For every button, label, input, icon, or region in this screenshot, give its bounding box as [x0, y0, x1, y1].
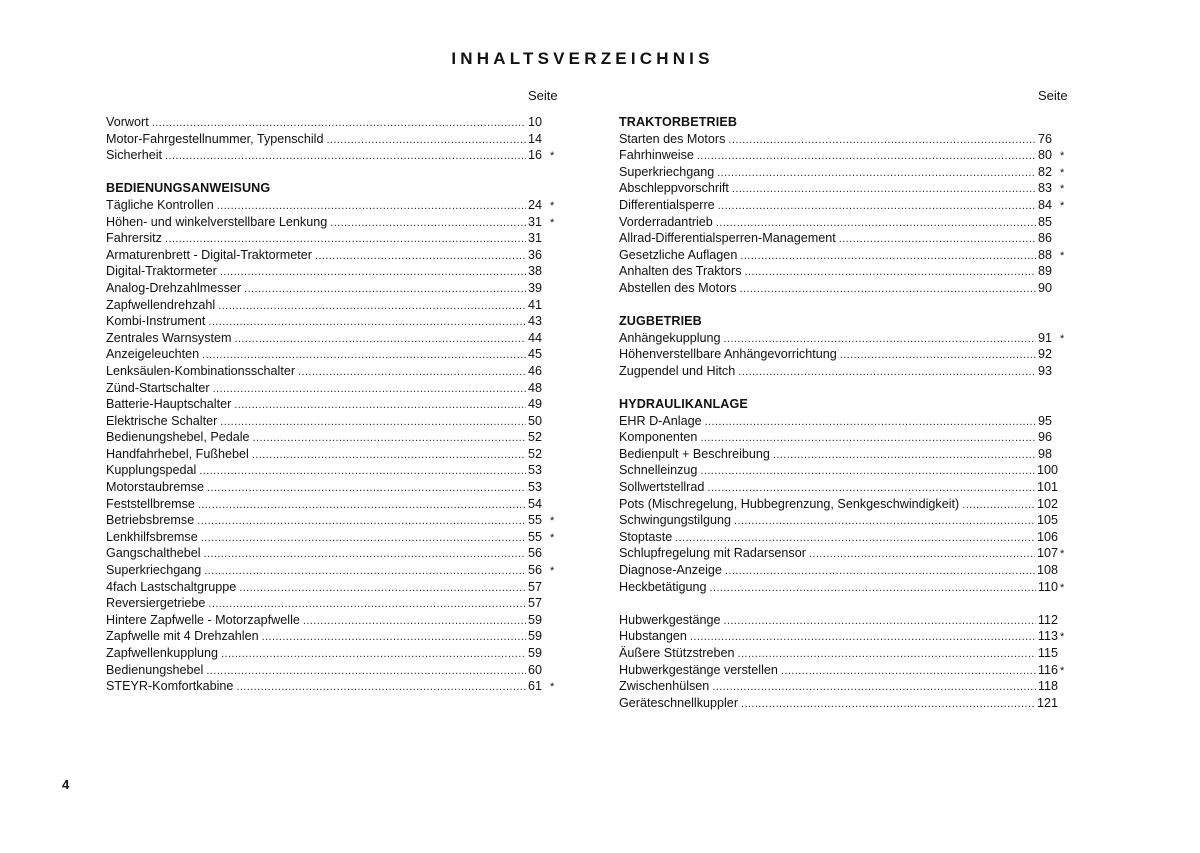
toc-right-groups — [619, 114, 1074, 711]
toc-entry-page: 56 — [528, 546, 543, 561]
toc-entry-page: 84 — [1038, 197, 1053, 212]
toc-entry-label: Zwischenhülsen — [619, 679, 710, 694]
toc-entry-page: 110 — [1037, 579, 1058, 594]
toc-entry-page: 31 — [528, 214, 543, 229]
toc-entry-label: Höhenverstellbare Anhängevorrichtung — [619, 347, 837, 362]
toc-entry-label: Fahrersitz — [106, 231, 162, 246]
toc-entry — [619, 197, 1074, 214]
toc-entry-page: 102 — [1036, 496, 1058, 511]
revision-mark: * — [550, 565, 555, 578]
toc-entry — [619, 230, 1074, 247]
toc-entry-page: 57 — [528, 596, 543, 611]
toc-entry-label: Anhalten des Traktors — [619, 264, 742, 279]
toc-entry — [106, 413, 564, 430]
toc-entry-page: 101 — [1036, 480, 1058, 495]
toc-entry — [106, 479, 564, 496]
dot-leader — [740, 248, 1036, 265]
dot-leader — [839, 231, 1036, 248]
toc-entry — [106, 263, 564, 280]
toc-entry-page: 106 — [1036, 529, 1058, 544]
toc-entry — [106, 197, 564, 214]
toc-entry-label: Zentrales Warnsystem — [106, 330, 232, 345]
toc-entry-page: 118 — [1037, 679, 1058, 694]
toc-entry-label: Elektrische Schalter — [106, 413, 218, 428]
toc-entry-page: 46 — [528, 363, 543, 378]
toc-right-column — [619, 88, 1074, 711]
dot-leader — [745, 264, 1036, 281]
toc-entry-page: 56 — [528, 563, 543, 578]
toc-entry-label: Batterie-Hauptschalter — [106, 397, 232, 412]
toc-entry-page: 115 — [1037, 646, 1058, 660]
toc-entry-page: 105 — [1036, 513, 1058, 528]
dot-leader — [675, 530, 1035, 547]
toc-entry-label: Betriebsbremse — [106, 513, 195, 528]
dot-leader — [697, 148, 1036, 165]
toc-entry-page: 57 — [528, 579, 543, 594]
toc-entry-page: 86 — [1038, 231, 1053, 246]
toc-entry-label: Komponenten — [619, 430, 698, 445]
toc-entry — [619, 479, 1074, 496]
toc-entry — [619, 512, 1074, 529]
dot-leader — [773, 447, 1036, 464]
toc-entry — [106, 529, 564, 546]
dot-leader — [234, 397, 526, 414]
toc-entry-page: 61 — [528, 679, 543, 694]
toc-section — [619, 612, 1074, 712]
dot-leader — [734, 513, 1035, 530]
toc-entry-label: Superkriechgang — [619, 164, 715, 179]
dot-leader — [262, 629, 526, 646]
dot-leader — [724, 331, 1036, 348]
revision-mark: * — [550, 681, 555, 694]
toc-entry-page: 76 — [1038, 131, 1053, 146]
toc-entry-page: 10 — [528, 115, 543, 129]
revision-mark: * — [1060, 166, 1065, 179]
toc-entry-page: 52 — [528, 430, 543, 445]
dot-leader — [781, 663, 1036, 680]
dot-leader — [220, 264, 526, 281]
toc-entry — [106, 280, 564, 297]
revision-mark: * — [550, 150, 555, 163]
toc-entry-label: Reversiergetriebe — [106, 596, 206, 611]
toc-entry-label: Tägliche Kontrollen — [106, 197, 214, 212]
toc-entry-page: 50 — [528, 413, 543, 428]
toc-entry-label: Starten des Motors — [619, 131, 726, 146]
toc-entry — [106, 496, 564, 513]
toc-entry-page: 55 — [528, 513, 543, 528]
toc-section — [619, 396, 1074, 595]
toc-entry — [619, 147, 1074, 164]
toc-entry-page: 108 — [1036, 563, 1058, 578]
revision-mark: * — [1060, 631, 1065, 644]
toc-entry-label: Feststellbremse — [106, 496, 195, 511]
dot-leader — [741, 696, 1035, 713]
dot-leader — [217, 198, 526, 215]
toc-entry-label: Hubwerkgestänge verstellen — [619, 662, 778, 677]
section-heading: TRAKTORBETRIEB — [619, 115, 738, 129]
page-column-header-label: Seite — [528, 88, 558, 103]
revision-mark: * — [550, 531, 555, 544]
dot-leader — [717, 165, 1036, 182]
toc-entry — [619, 247, 1074, 264]
toc-entry-page: 43 — [528, 314, 543, 329]
toc-entry — [106, 612, 564, 629]
toc-entry-label: Zünd-Startschalter — [106, 380, 210, 395]
toc-entry — [619, 164, 1074, 181]
toc-entry-page: 90 — [1038, 280, 1053, 295]
dot-leader — [718, 198, 1036, 215]
toc-entry-page: 95 — [1038, 413, 1053, 428]
toc-entry-label: Schnelleinzug — [619, 463, 698, 478]
toc-entry — [106, 396, 564, 413]
dot-leader — [303, 613, 526, 630]
toc-entry — [619, 678, 1074, 695]
toc-entry-label: Bedienpult + Beschreibung — [619, 446, 770, 461]
toc-entry-label: Schlupfregelung mit Radarsensor — [619, 546, 806, 561]
toc-entry-label: Diagnose-Anzeige — [619, 563, 722, 578]
toc-entry-label: Analog-Drehzahlmesser — [106, 280, 242, 295]
toc-entry-page: 107 — [1036, 546, 1058, 561]
dot-leader — [700, 430, 1036, 447]
toc-entry — [106, 230, 564, 247]
toc-entry — [619, 529, 1074, 546]
toc-entry — [106, 297, 564, 314]
dot-leader — [298, 364, 526, 381]
toc-entry-label: Hintere Zapfwelle - Motorzapfwelle — [106, 612, 300, 627]
toc-entry-page: 53 — [528, 463, 543, 478]
toc-entry — [619, 645, 1074, 662]
toc-entry-label: Stoptaste — [619, 529, 673, 544]
dot-leader — [330, 215, 526, 232]
toc-entry-page: 91 — [1038, 330, 1053, 345]
toc-entry-page: 59 — [528, 612, 543, 627]
toc-entry-page: 112 — [1037, 612, 1058, 627]
page-column-header — [106, 88, 564, 114]
toc-entry — [619, 462, 1074, 479]
toc-entry — [619, 263, 1074, 280]
toc-entry-label: STEYR-Komfortkabine — [106, 679, 234, 694]
toc-entry-page: 36 — [528, 247, 543, 262]
revision-mark: * — [1060, 183, 1065, 196]
toc-entry — [106, 131, 564, 148]
dot-leader — [712, 679, 1036, 696]
section-heading: ZUGBETRIEB — [619, 314, 702, 329]
dot-leader — [202, 347, 526, 364]
toc-entry-label: Abstellen des Motors — [619, 280, 737, 295]
dot-leader — [840, 347, 1036, 364]
dot-leader — [740, 281, 1036, 298]
toc-entry — [619, 695, 1074, 712]
toc-entry-page: 59 — [528, 629, 543, 644]
dot-leader — [710, 580, 1036, 597]
dot-leader — [204, 546, 526, 563]
toc-entry-page: 55 — [528, 529, 543, 544]
toc-entry — [619, 131, 1074, 148]
toc-entry — [106, 645, 564, 662]
dot-leader — [235, 331, 526, 348]
toc-entry — [106, 114, 564, 131]
revision-mark: * — [1060, 548, 1065, 561]
dot-leader — [707, 480, 1035, 497]
dot-leader — [738, 646, 1036, 663]
revision-mark: * — [1060, 332, 1065, 345]
toc-entry — [619, 662, 1074, 679]
dot-leader — [207, 480, 526, 497]
toc-entry-page: 38 — [528, 264, 543, 279]
toc-entry — [619, 628, 1074, 645]
toc-entry-page: 83 — [1038, 181, 1053, 196]
toc-section — [619, 313, 1074, 379]
toc-entry-label: Äußere Stützstreben — [619, 646, 735, 660]
toc-entry-page: 45 — [528, 347, 543, 362]
toc-entry-page: 24 — [528, 197, 543, 212]
dot-leader — [221, 646, 526, 663]
toc-entry-page: 85 — [1038, 214, 1053, 229]
dot-leader — [705, 414, 1036, 431]
toc-entry-page: 44 — [528, 330, 543, 345]
toc-entry-page: 53 — [528, 480, 543, 495]
dot-leader — [690, 629, 1036, 646]
toc-entry-label: Differentialsperre — [619, 197, 715, 212]
toc-entry — [106, 462, 564, 479]
toc-entry-page: 113 — [1037, 629, 1058, 644]
toc-entry — [619, 214, 1074, 231]
toc-entry — [619, 579, 1074, 596]
section-heading: HYDRAULIKANLAGE — [619, 397, 748, 412]
dot-leader — [809, 546, 1035, 563]
toc-entry-page: 59 — [528, 646, 543, 660]
toc-section — [106, 114, 564, 164]
toc-entry — [106, 662, 564, 679]
dot-leader — [213, 381, 526, 398]
toc-entry — [619, 363, 1074, 380]
revision-mark: * — [1060, 249, 1065, 262]
dot-leader — [326, 132, 526, 149]
toc-entry-page: 92 — [1038, 347, 1053, 362]
dot-leader — [197, 513, 526, 530]
toc-entry-page: 49 — [528, 397, 543, 412]
section-heading: BEDIENUNGSANWEISUNG — [106, 181, 271, 196]
toc-entry-label: Handfahrhebel, Fußhebel — [106, 446, 249, 461]
toc-entry-label: Schwingungstilgung — [619, 513, 732, 528]
revision-mark: * — [550, 216, 555, 229]
page-number: 4 — [62, 777, 70, 792]
dot-leader — [206, 663, 526, 680]
dot-leader — [165, 231, 526, 248]
toc-entry — [106, 313, 564, 330]
toc-entry-page: 116 — [1037, 662, 1058, 677]
toc-entry-label: Lenkhilfsbremse — [106, 529, 198, 544]
toc-entry-label: Heckbetätigung — [619, 579, 707, 594]
dot-leader — [724, 613, 1036, 630]
dot-leader — [204, 563, 526, 580]
toc-entry-label: Zapfwelle mit 4 Drehzahlen — [106, 629, 259, 644]
toc-entry-label: Superkriechgang — [106, 563, 202, 578]
toc-entry-label: Hubstangen — [619, 629, 687, 644]
toc-entry-label: Zapfwellendrehzahl — [106, 297, 216, 312]
toc-entry-label: Armaturenbrett - Digital-Traktormeter — [106, 247, 312, 262]
toc-entry — [106, 512, 564, 529]
dot-leader — [244, 281, 526, 298]
toc-entry-page: 121 — [1036, 695, 1058, 710]
toc-entry — [619, 346, 1074, 363]
toc-section — [106, 180, 564, 694]
toc-entry-label: Gesetzliche Auflagen — [619, 247, 738, 262]
page-title: INHALTSVERZEICHNIS — [451, 49, 714, 68]
toc-entry-label: Allrad-Differentialsperren-Management — [619, 231, 836, 246]
toc-entry-label: Geräteschnellkuppler — [619, 695, 739, 710]
toc-entry-label: EHR D-Anlage — [619, 413, 702, 428]
dot-leader — [152, 115, 526, 132]
toc-entry-page: 98 — [1038, 446, 1053, 461]
toc-entry-page: 52 — [528, 446, 543, 461]
toc-section — [619, 114, 1074, 297]
toc-entry-label: Digital-Traktormeter — [106, 264, 217, 279]
dot-leader — [315, 248, 526, 265]
dot-leader — [220, 414, 526, 431]
toc-entry-page: 89 — [1038, 264, 1053, 279]
toc-entry-page: 41 — [528, 297, 543, 312]
revision-mark: * — [1060, 581, 1065, 594]
toc-entry-label: Pots (Mischregelung, Hubbegrenzung, Senkgeschwindigkeit) — [619, 496, 960, 511]
revision-mark: * — [550, 515, 555, 528]
dot-leader — [716, 215, 1036, 232]
toc-entry — [619, 280, 1074, 297]
toc-entry-page: 54 — [528, 496, 543, 511]
toc-entry — [619, 429, 1074, 446]
toc-entry — [106, 545, 564, 562]
toc-entry — [106, 562, 564, 579]
toc-entry — [106, 446, 564, 463]
dot-leader — [218, 298, 526, 315]
toc-entry-label: Hubwerkgestänge — [619, 612, 721, 627]
toc-entry — [106, 330, 564, 347]
toc-entry-label: Vorderradantrieb — [619, 214, 713, 229]
toc-entry — [106, 579, 564, 596]
toc-entry — [619, 496, 1074, 513]
toc-entry-label: Motor-Fahrgestellnummer, Typenschild — [106, 131, 324, 146]
toc-entry-label: Gangschalthebel — [106, 546, 201, 561]
dot-leader — [252, 447, 526, 464]
toc-entry-page: 48 — [528, 380, 543, 395]
toc-entry — [619, 562, 1074, 579]
dot-leader — [728, 132, 1036, 149]
toc-entry-label: Bedienungshebel — [106, 662, 204, 677]
toc-entry-label: Anhängekupplung — [619, 330, 721, 345]
toc-entry — [106, 429, 564, 446]
toc-entry-page: 100 — [1036, 463, 1058, 478]
dot-leader — [199, 463, 526, 480]
toc-entry — [106, 247, 564, 264]
toc-entry — [619, 180, 1074, 197]
dot-leader — [253, 430, 526, 447]
toc-entry-label: Bedienungshebel, Pedale — [106, 430, 250, 445]
toc-left-groups — [106, 114, 564, 695]
toc-entry-label: Kombi-Instrument — [106, 314, 206, 329]
toc-entry-label: 4fach Lastschaltgruppe — [106, 579, 237, 594]
dot-leader — [165, 148, 526, 165]
toc-entry-label: Vorwort — [106, 115, 149, 129]
toc-entry — [619, 413, 1074, 430]
toc-entry-page: 14 — [528, 131, 543, 146]
toc-entry-page: 93 — [1038, 363, 1053, 378]
revision-mark: * — [1060, 199, 1065, 212]
dot-leader — [962, 497, 1035, 514]
page-column-header-label: Seite — [1038, 88, 1068, 103]
dot-leader — [198, 497, 526, 514]
revision-mark: * — [1060, 664, 1065, 677]
toc-entry-page: 88 — [1038, 247, 1053, 262]
toc-entry-page: 16 — [528, 148, 543, 163]
toc-entry-label: Zugpendel und Hitch — [619, 363, 736, 378]
toc-entry — [619, 612, 1074, 629]
toc-entry — [106, 346, 564, 363]
toc-entry-page: 80 — [1038, 148, 1053, 163]
dot-leader — [239, 580, 526, 597]
toc-entry-label: Kupplungspedal — [106, 463, 197, 478]
toc-left-column — [106, 88, 564, 695]
toc-entry — [619, 545, 1074, 562]
toc-entry-label: Höhen- und winkelverstellbare Lenkung — [106, 214, 328, 229]
toc-entry-label: Abschleppvorschrift — [619, 181, 729, 196]
dot-leader — [201, 530, 526, 547]
toc-entry — [106, 380, 564, 397]
toc-entry — [106, 363, 564, 380]
toc-entry-label: Zapfwellenkupplung — [106, 646, 219, 660]
toc-entry-page: 39 — [528, 280, 543, 295]
toc-entry-label: Motorstaubremse — [106, 480, 204, 495]
revision-mark: * — [1060, 150, 1065, 163]
toc-entry-page: 31 — [528, 231, 543, 246]
dot-leader — [208, 596, 526, 613]
toc-entry — [106, 595, 564, 612]
dot-leader — [725, 563, 1035, 580]
toc-entry-page: 82 — [1038, 164, 1053, 179]
toc-entry-page: 60 — [528, 662, 543, 677]
dot-leader — [700, 463, 1035, 480]
toc-entry-label: Sicherheit — [106, 148, 163, 163]
toc-entry-label: Fahrhinweise — [619, 148, 694, 163]
toc-entry — [106, 678, 564, 695]
toc-entry-label: Sollwertstellrad — [619, 480, 705, 495]
toc-entry-label: Lenksäulen-Kombinationsschalter — [106, 363, 296, 378]
toc-entry-page: 96 — [1038, 430, 1053, 445]
dot-leader — [732, 181, 1036, 198]
toc-entry-label: Anzeigeleuchten — [106, 347, 200, 362]
toc-entry — [619, 446, 1074, 463]
dot-leader — [208, 314, 526, 331]
dot-leader — [738, 364, 1036, 381]
toc-entry — [106, 628, 564, 645]
toc-entry — [106, 214, 564, 231]
toc-entry — [106, 147, 564, 164]
page-column-header — [619, 88, 1074, 114]
dot-leader — [236, 679, 526, 696]
revision-mark: * — [550, 199, 555, 212]
toc-entry — [619, 330, 1074, 347]
